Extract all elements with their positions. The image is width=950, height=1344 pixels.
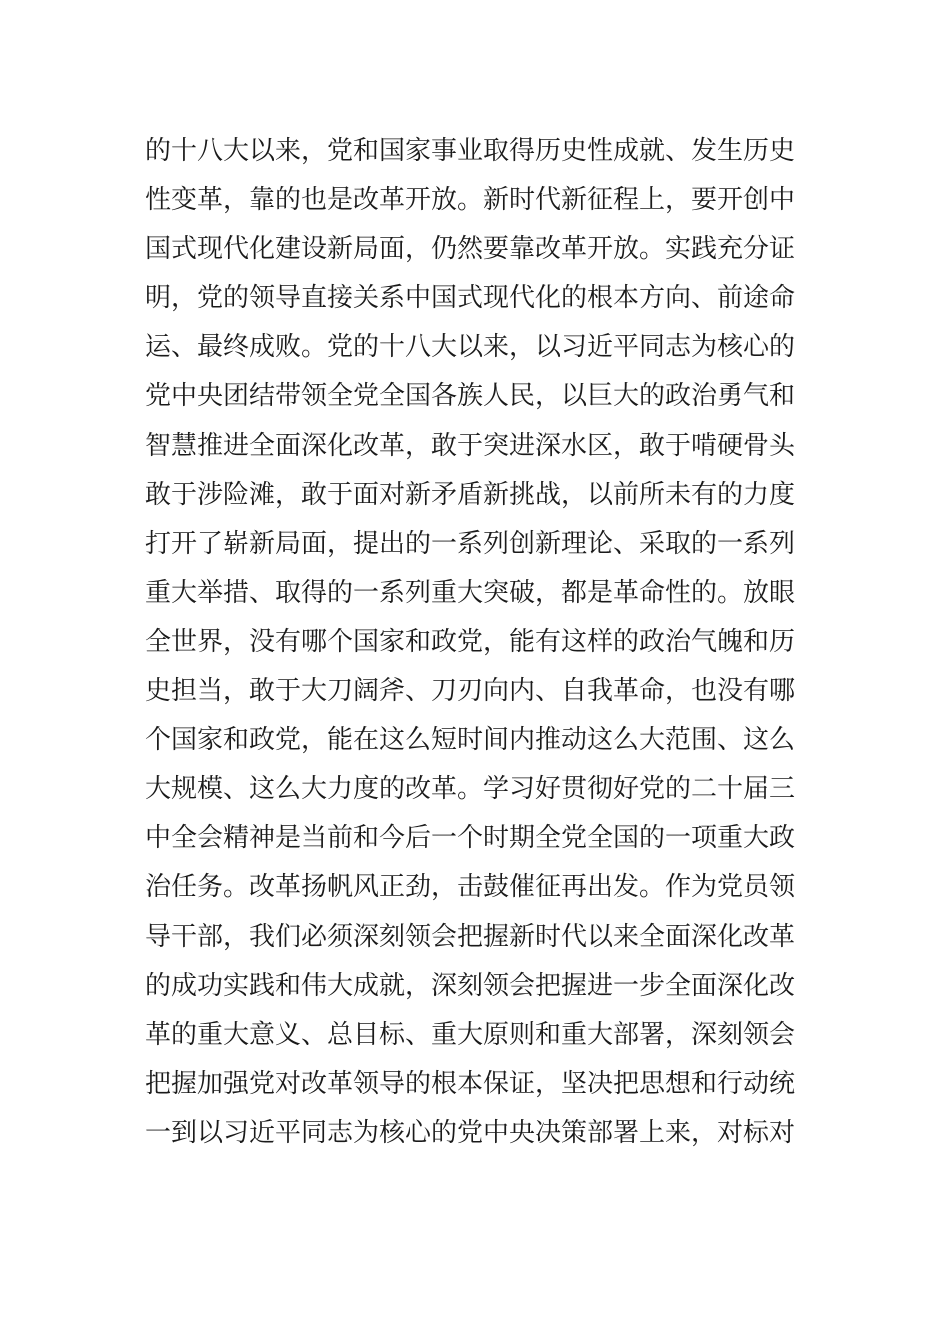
text-line: 明，党的领导直接关系中国式现代化的根本方向、前途命 — [145, 283, 796, 314]
text-line: 中全会精神是当前和今后一个时期全党全国的一项重大政 — [145, 823, 796, 854]
text-line: 智慧推进全面深化改革，敢于突进深水区，敢于啃硬骨头 — [145, 430, 796, 461]
text-line: 治任务。改革扬帆风正劲，击鼓催征再出发。作为党员领 — [145, 872, 796, 903]
text-line: 史担当，敢于大刀阔斧、刀刃向内、自我革命，也没有哪 — [145, 676, 796, 707]
text-line: 大规模、这么大力度的改革。学习好贯彻好党的二十届三 — [145, 774, 796, 805]
text-line: 运、最终成败。党的十八大以来，以习近平同志为核心的 — [145, 332, 796, 363]
body-paragraph — [145, 127, 815, 1158]
text-line: 把握加强党对改革领导的根本保证，坚决把思想和行动统 — [145, 1068, 796, 1099]
text-line: 的成功实践和伟大成就，深刻领会把握进一步全面深化改 — [145, 970, 796, 1001]
text-line: 性变革，靠的也是改革开放。新时代新征程上，要开创中 — [145, 185, 796, 216]
text-line: 全世界，没有哪个国家和政党，能有这样的政治气魄和历 — [145, 626, 796, 657]
text-line: 重大举措、取得的一系列重大突破，都是革命性的。放眼 — [145, 577, 796, 608]
text-line: 党中央团结带领全党全国各族人民，以巨大的政治勇气和 — [145, 381, 796, 412]
text-line: 个国家和政党，能在这么短时间内推动这么大范围、这么 — [145, 725, 796, 756]
text-line: 敢于涉险滩，敢于面对新矛盾新挑战，以前所未有的力度 — [145, 479, 796, 510]
text-line: 国式现代化建设新局面，仍然要靠改革开放。实践充分证 — [145, 234, 796, 265]
text-line: 打开了崭新局面，提出的一系列创新理论、采取的一系列 — [145, 528, 796, 559]
text-line: 革的重大意义、总目标、重大原则和重大部署，深刻领会 — [145, 1019, 796, 1050]
text-line: 一到以习近平同志为核心的党中央决策部署上来，对标对 — [145, 1117, 796, 1148]
text-line: 的十八大以来，党和国家事业取得历史性成就、发生历史 — [145, 136, 796, 166]
text-line: 导干部，我们必须深刻领会把握新时代以来全面深化改革 — [145, 921, 796, 952]
